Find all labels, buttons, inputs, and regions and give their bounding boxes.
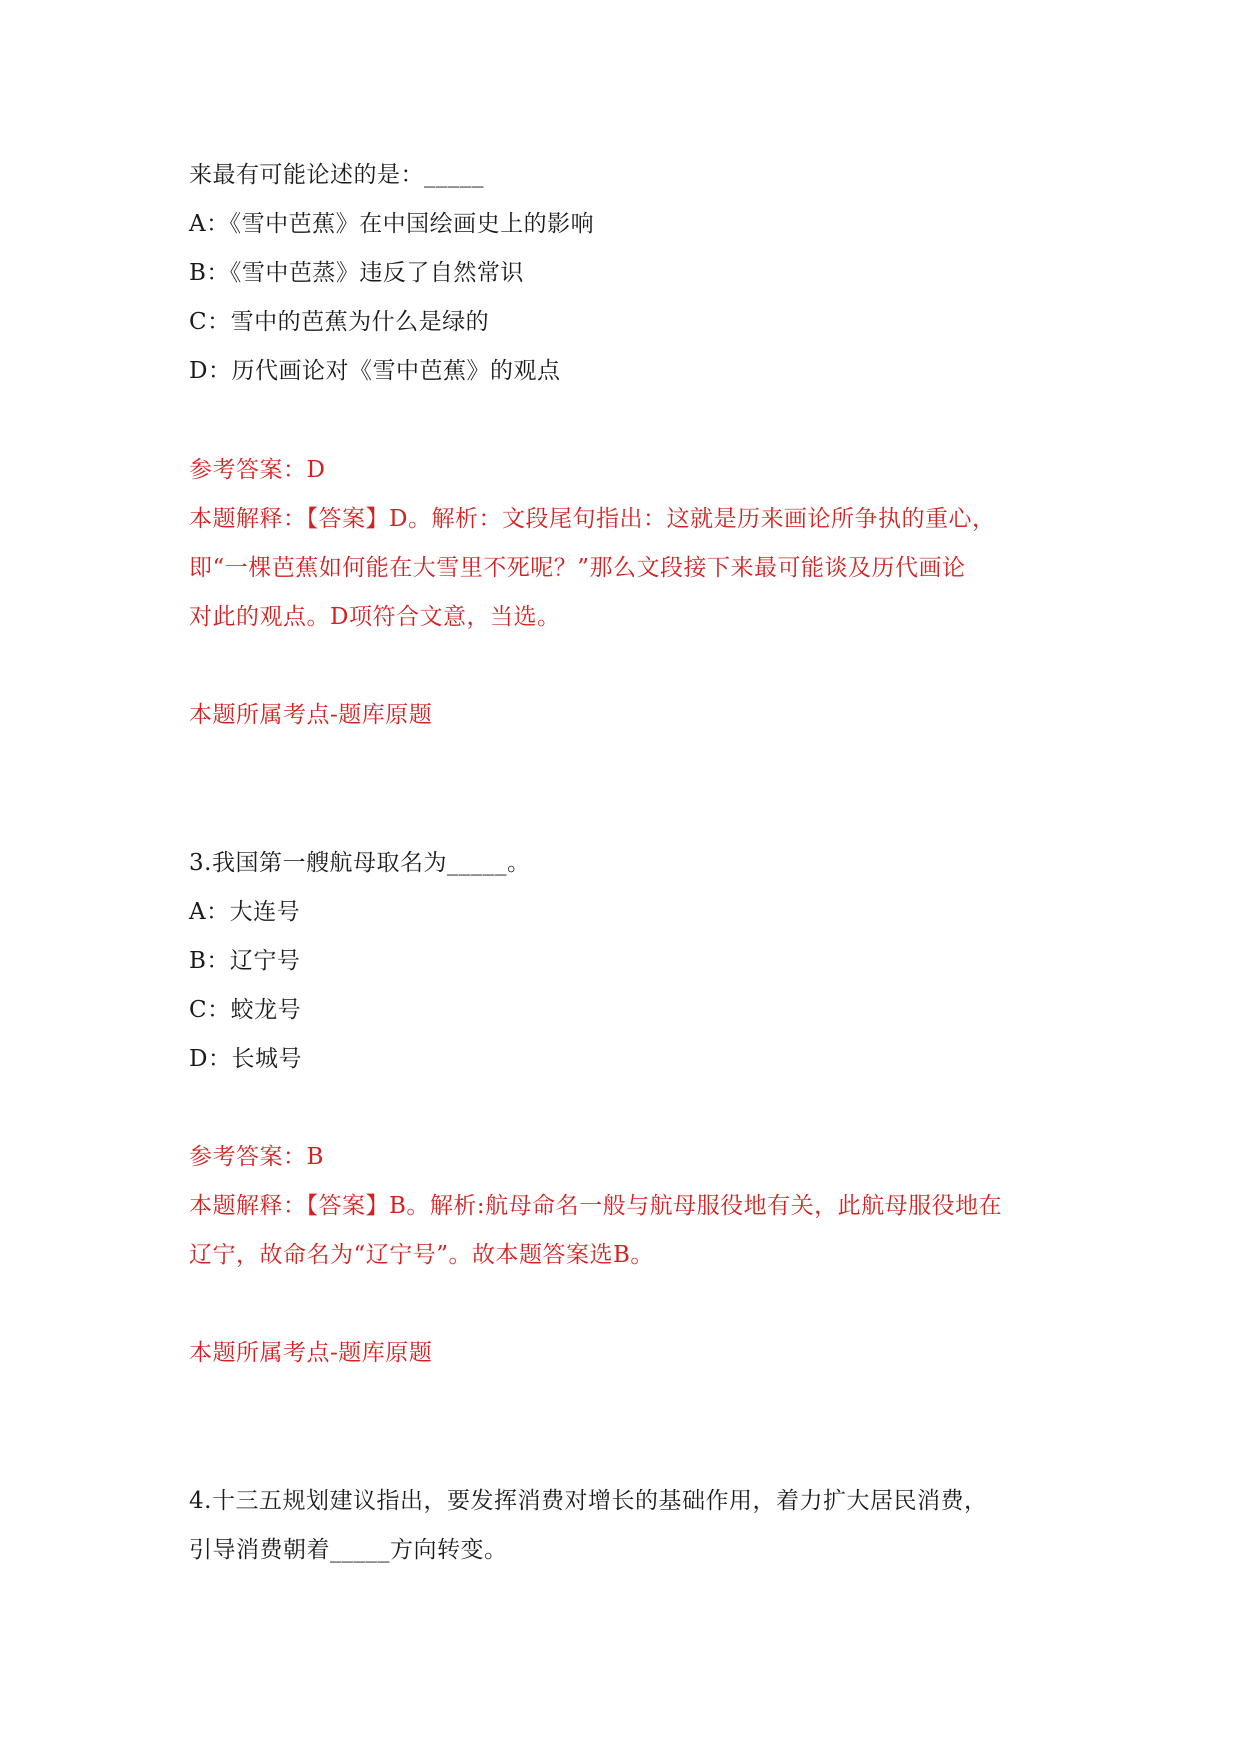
question-3-option-b: B：辽宁号 (189, 948, 301, 974)
question-4-stem-line-1: 4.十三五规划建议指出，要发挥消费对增长的基础作用，着力扩大居民消费， (189, 1488, 988, 1514)
question-2-answer: 参考答案：D (189, 457, 326, 483)
question-2-option-d: D：历代画论对《雪中芭蕉》的观点 (189, 358, 561, 384)
question-3-stem: 3.我国第一艘航母取名为_____。 (189, 850, 531, 876)
question-2-explanation-line-2: 即“一棵芭蕉如何能在大雪里不死呢？”那么文段接下来最可能谈及历代画论 (189, 555, 966, 581)
question-3-option-c: C：蛟龙号 (189, 997, 302, 1023)
question-3-option-d: D：长城号 (189, 1046, 302, 1072)
question-2-topic: 本题所属考点-题库原题 (189, 702, 433, 728)
question-2-option-b: B：《雪中芭蒸》违反了自然常识 (189, 260, 524, 286)
question-3-answer: 参考答案：B (189, 1144, 324, 1170)
question-3-topic: 本题所属考点-题库原题 (189, 1340, 433, 1366)
question-2-explanation-line-1: 本题解释：【答案】D。解析：文段尾句指出：这就是历来画论所争执的重心， (189, 506, 996, 532)
question-2-stem: 来最有可能论述的是：_____ (189, 162, 484, 188)
question-4-stem-line-2: 引导消费朝着_____方向转变。 (189, 1537, 508, 1563)
question-3-explanation-line-2: 辽宁，故命名为“辽宁号”。故本题答案选B。 (189, 1242, 654, 1268)
question-3-option-a: A：大连号 (189, 899, 301, 925)
question-2-option-a: A：《雪中芭蕉》在中国绘画史上的影响 (189, 211, 595, 237)
question-2-explanation-line-3: 对此的观点。D项符合文意，当选。 (189, 604, 561, 630)
question-2-option-c: C：雪中的芭蕉为什么是绿的 (189, 309, 490, 335)
question-3-explanation-line-1: 本题解释：【答案】B。解析:航母命名一般与航母服役地有关，此航母服役地在 (189, 1193, 1003, 1219)
